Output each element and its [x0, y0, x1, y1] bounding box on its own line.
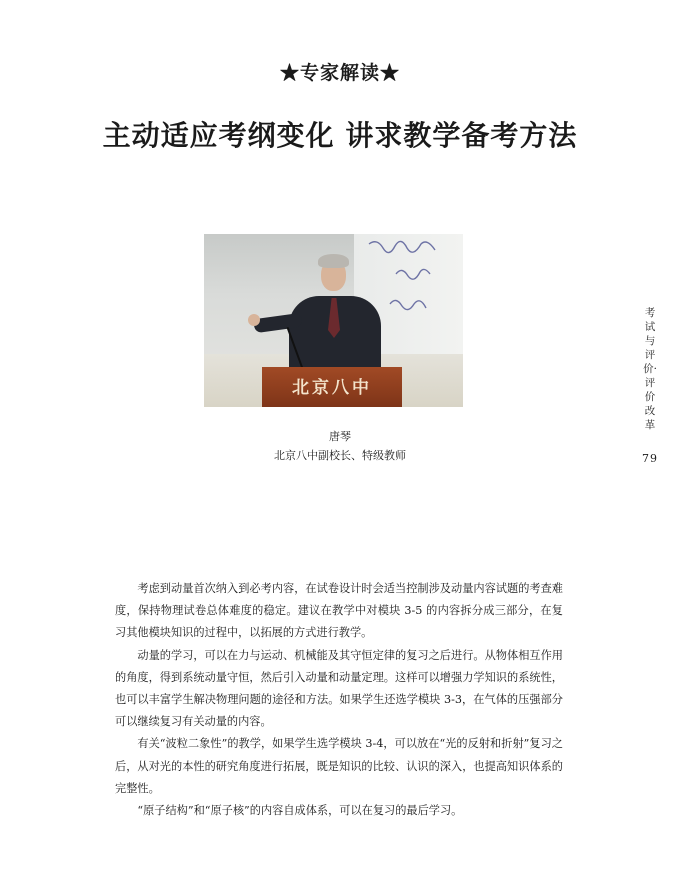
speaker-photo [204, 234, 463, 407]
body-paragraph: 考虑到动量首次纳入到必考内容，在试卷设计时会适当控制涉及动量内容试题的考查难度，保持物理试卷总体难度的稳定。建议在教学中对模块 3-5 的内容拆分成三部分，在复习其他模块知识的过程中，以拓展的方式进行教学。 [115, 582, 563, 640]
section-tag: ★专家解读★ [279, 62, 400, 84]
podium [262, 367, 402, 407]
body-paragraph: 动量的学习，可以在力与运动、机械能及其守恒定律的复习之后进行。从物体相互作用的角度，得到系统动量守恒，然后引入动量和动量定理。这样可以增强力学知识的系统性，也可以丰富学生解决物理问题的途径和方法。如果学生还选学模块 3-3，在气体的压强部分可以继续复习有关动量的内容。 [115, 648, 563, 729]
speaker-hair [318, 254, 349, 268]
photo-caption [0, 427, 680, 465]
podium-text: 北京八中 [292, 378, 372, 398]
body-paragraph: “原子结构”和“原子核”的内容自成体系，可以在复习的最后学习。 [137, 804, 463, 818]
page-number: 79 [642, 452, 658, 465]
article-body [115, 578, 563, 822]
journal-section-label: 考试与评价·评价改革 [643, 307, 657, 431]
article-title: 主动适应考纲变化 讲求教学备考方法 [102, 119, 578, 152]
body-paragraph: 有关“波粒二象性”的教学，如果学生选学模块 3-4，可以放在“光的反射和折射”复习之后，从对光的本性的研究角度进行拓展，既是知识的比较、认识的深入，也提高知识体系的完整性。 [115, 737, 563, 795]
author-name: 唐琴 [329, 430, 351, 443]
author-position: 北京八中副校长、特级教师 [274, 449, 406, 462]
speaker-hand [248, 314, 260, 326]
